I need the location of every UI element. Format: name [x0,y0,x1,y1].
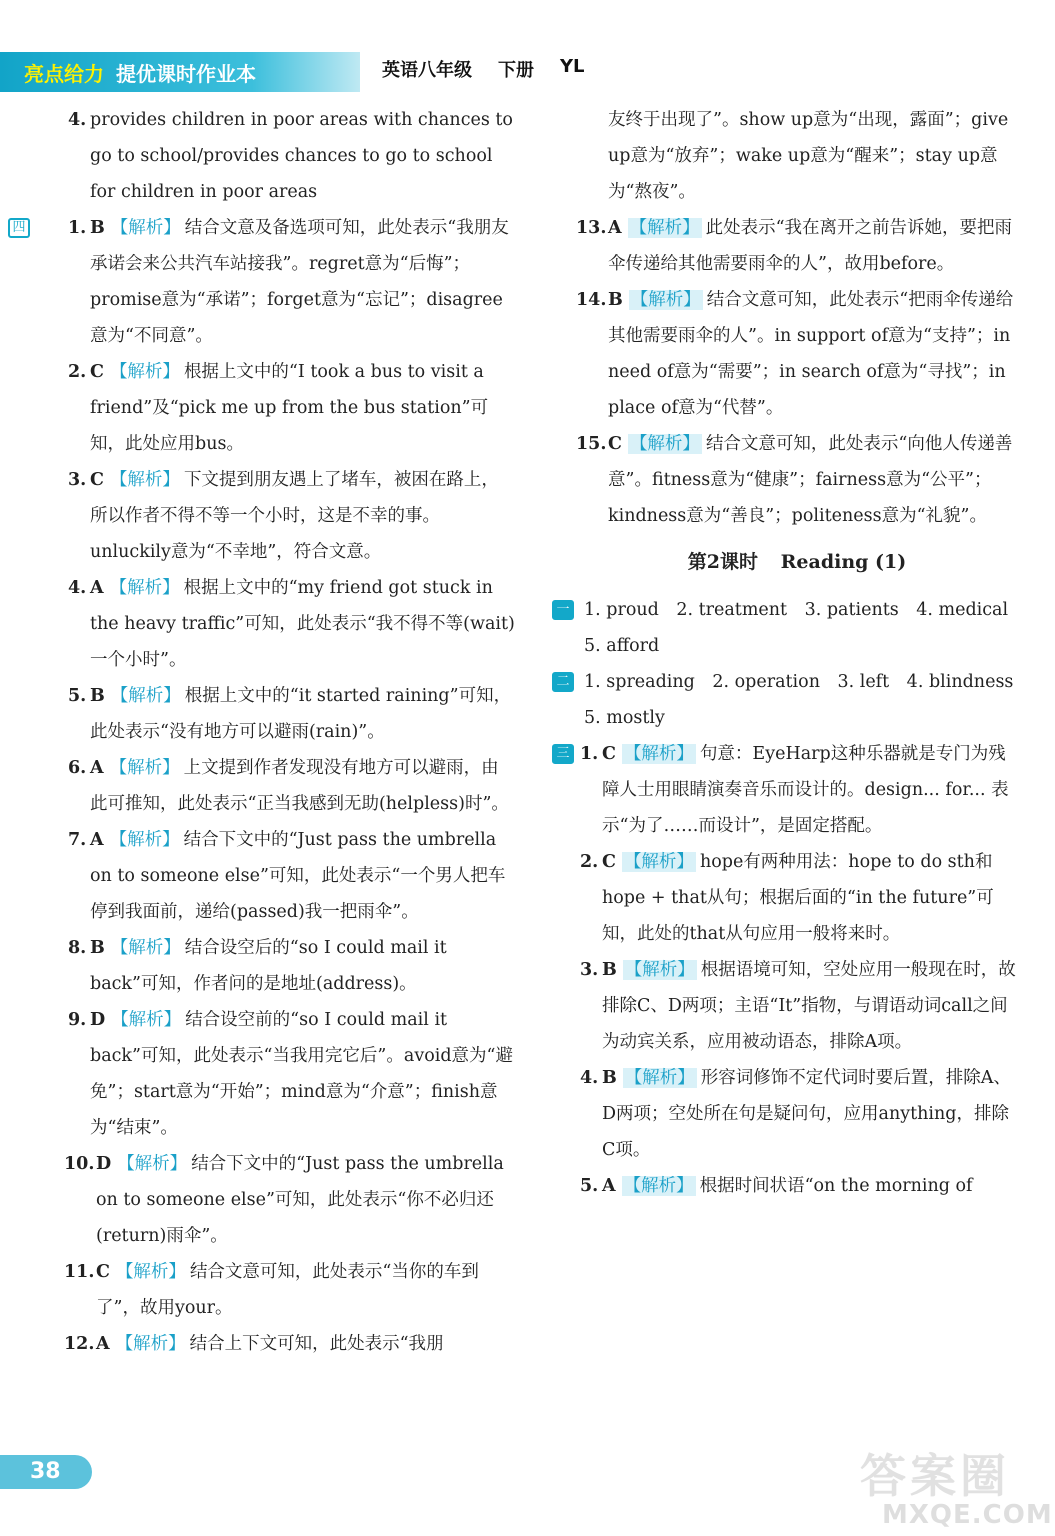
answer-item: 5. A 【解析】 根据时间状语“on the morning of [580,1176,973,1196]
lesson-title: 第2课时 Reading (1) [687,551,907,573]
answer-item [60,102,515,210]
answer-item: 10. D 【解析】 结合下文中的“Just pass the umbrella on to someone else”可知，此处表示“你不必归还(return)雨伞”。 [64,1154,504,1246]
answer-item: 12. A 【解析】 结合上下文可知，此处表示“我朋 [64,1334,444,1354]
continuation-text: 友终于出现了”。show up意为“出现，露面”；give up意为“放弃”；wake up意为“醒来”；stay up意为“熬夜”。 [608,110,1009,202]
left-column [12,102,515,1362]
volume: 下册 [498,60,534,81]
answer-item: 4. B 【解析】 形容词修饰不定代词时要后置，排除A、D两项；空处所在句是疑问句，应用anything，排除C项。 [580,1068,1011,1160]
item-number: 4. [68,110,87,130]
answer-item: 7. A 【解析】 结合下文中的“Just pass the umbrella on to someone else”可知，此处表示“一个男人把车停到我面前，递给(passed)我一把雨伞”。 [68,830,506,922]
edition: YL [560,56,585,77]
answer-item: 11. C 【解析】 结合文意可知，此处表示“当你的车到了”，故用your。 [64,1262,479,1318]
answer-item: 6. A 【解析】 上文提到作者发现没有地方可以避雨，由此可推知，此处表示“正当我感到无助(helpless)时”。 [68,758,509,814]
section-three [556,736,1022,1204]
answer-item: 2. C 【解析】 hope有两种用法：hope to do sth和hope + that从句；根据后面的“in the future”可知，此处的that从句应用一般将来时。 [580,852,994,944]
section-two: 二 1. spreading 2. operation 3. left 4. blindness 5. mostly [572,664,1022,736]
answer-item: 3. B 【解析】 根据语境可知，空处应用一般现在时，故排除C、D两项；主语“It”指物，与谓语动词call之间为动宾关系，应用被动语态，排除A项。 [580,960,1016,1052]
section-one: 一 1. proud 2. treatment 3. patients 4. medical 5. afford [572,592,1022,664]
section-marker-icon: 一 [552,600,574,620]
answer-item: 13. A 【解析】 此处表示“我在离开之前告诉她，要把雨伞传递给其他需要雨伞的人”，故用before。 [576,218,1013,274]
answer-item: 1. C 【解析】 句意：EyeHarp这种乐器就是专门为残障人士用眼睛演奏音乐而设计的。design... for... 表示“为了……而设计”，是固定搭配。 [580,744,1009,836]
answer-item: 9. D 【解析】 结合设空前的“so I could mail it back”可知，此处表示“当我用完它后”。avoid意为“避免”；start意为“开始”；mind意为“介意”；finish意为“结束”。 [68,1010,513,1138]
answer-item: 4. A 【解析】 根据上文中的“my friend got stuck in the heavy traffic”可知，此处表示“我不得不等(wait)一个小时”。 [68,578,515,670]
series-name: 亮点给力 [24,61,104,86]
answer-item: 2. C 【解析】 根据上文中的“I took a bus to visit a friend”及“pick me up from the bus station”可知，此处应用bus。 [68,362,489,454]
answer-item: 5. B 【解析】 根据上文中的“it started raining”可知，此处表示“没有地方可以避雨(rain)”。 [68,686,512,742]
answer-item: 1. B 【解析】 结合文意及备选项可知，此处表示“我朋友承诺会来公共汽车站接我”。regret意为“后悔”；promise意为“承诺”；forget意为“忘记”；disagree意为“不同意”。 [68,218,509,346]
section-marker-icon: 四 [8,218,30,238]
book-info [382,56,585,82]
section-four [12,210,515,1362]
answer-item: 14. B 【解析】 结合文意可知，此处表示“把雨伞传递给其他需要雨伞的人”。in support of意为“支持”；in need of意为“需要”；in search of意为“寻找”；in place of意为“代替”。 [576,290,1014,418]
series-subtitle: 提优课时作业本 [116,61,256,86]
subject-grade: 英语八年级 [382,60,472,81]
section-marker-icon: 三 [552,744,574,764]
answer-item: 3. C 【解析】 下文提到朋友遇上了堵车，被困在路上，所以作者不得不等一个小时，这是不幸的事。unluckily意为“不幸地”，符合文意。 [68,470,499,562]
watermark-logo: 答案圈 [860,1449,1010,1503]
watermark-url: MXQE.COM [882,1500,1053,1530]
series-badge [14,56,266,88]
right-column [556,102,1022,1204]
page-number: 38 [0,1455,92,1489]
section-marker-icon: 二 [552,672,574,692]
watermark [860,1440,1053,1530]
item-text: provides children in poor areas with chances to go to school/provides chances to go to school for children in poor areas [90,110,513,202]
answer-item: 15. C 【解析】 结合文意可知，此处表示“向他人传递善意”。fitness意为“健康”；fairness意为“公平”；kindness意为“善良”；politeness意为“礼貌”。 [576,434,1013,526]
answer-item: 8. B 【解析】 结合设空后的“so I could mail it back”可知，作者问的是地址(address)。 [68,938,447,994]
